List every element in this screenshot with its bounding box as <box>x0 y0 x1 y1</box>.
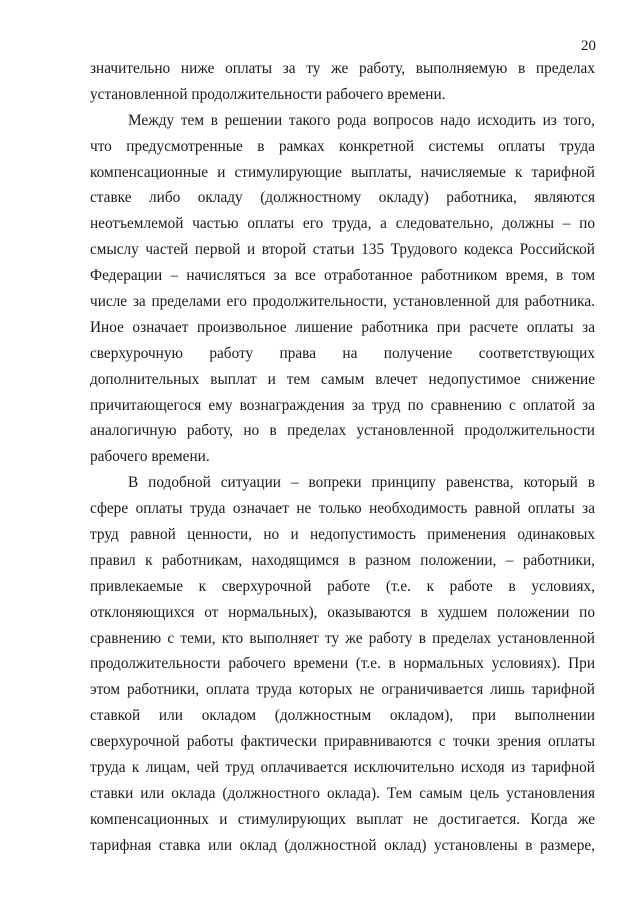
text-line: сверхурочную работу права на получение соответствующих <box>90 344 595 362</box>
text-line: сравнению с теми, кто выполняет ту же работу в пределах установленной <box>90 629 595 647</box>
text-line: компенсационных и стимулирующих выплат не достигается. Когда же <box>90 810 595 828</box>
text-line: сверхурочной работы фактически приравниваются с точки зрения оплаты <box>90 733 595 751</box>
paragraph <box>90 108 595 470</box>
text-line: этом работники, оплата труда которых не ограничивается лишь тарифной <box>90 681 595 699</box>
text-line: аналогичную работу, но в пределах установленной продолжительности <box>90 422 595 440</box>
text-line: В подобной ситуации – вопреки принципу равенства, который в <box>128 474 595 492</box>
text-line: числе за пределами его продолжительности, установленной для работника. <box>90 293 595 311</box>
text-line: Между тем в решении такого рода вопросов надо исходить из того, <box>128 111 595 129</box>
text-line: Федерации – начисляться за все отработанное работником время, в том <box>90 267 595 285</box>
text-line: правил к работникам, находящимся в разном положении, – работники, <box>90 551 595 569</box>
text-line: значительно ниже оплаты за ту же работу, выполняемую в пределах <box>90 60 595 77</box>
text-line: привлекаемые к сверхурочной работе (т.е. к работе в условиях, <box>90 577 595 595</box>
text-line: рабочего времени. <box>90 448 210 466</box>
text-line: установленной продолжительности рабочего времени. <box>90 85 446 103</box>
text-line: дополнительных выплат и тем самым влечет недопустимое снижение <box>90 370 595 388</box>
text-line: компенсационные и стимулирующие выплаты, начисляемые к тарифной <box>90 163 595 181</box>
paragraph <box>90 56 595 108</box>
body-text <box>90 56 595 859</box>
text-line: ставки или оклада (должностного оклада). Тем самым цель установления <box>90 784 595 802</box>
text-line: сфере оплаты труда означает не только необходимость равной оплаты за <box>90 500 595 518</box>
page-number: 20 <box>581 38 596 54</box>
text-line: причитающегося ему вознаграждения за труд по сравнению с оплатой за <box>90 396 595 414</box>
text-line: труд равной ценности, но и недопустимость применения одинаковых <box>90 526 595 544</box>
text-line: тарифная ставка или оклад (должностной оклад) установлены в размере, <box>90 836 595 854</box>
paragraph <box>90 470 595 858</box>
text-line: Иное означает произвольное лишение работника при расчете оплаты за <box>90 318 595 336</box>
text-line: смыслу частей первой и второй статьи 135 Трудового кодекса Российской <box>90 241 595 259</box>
text-line: неотъемлемой частью оплаты его труда, а следовательно, должны – по <box>90 215 595 233</box>
text-line: ставке либо окладу (должностному окладу) работника, являются <box>90 189 595 207</box>
text-line: ставкой или окладом (должностным окладом), при выполнении <box>90 707 595 725</box>
text-line: отклоняющихся от нормальных), оказываются в худшем положении по <box>90 603 595 621</box>
text-line: труда к лицам, чей труд оплачивается исключительно исходя из тарифной <box>90 759 595 777</box>
text-line: что предусмотренные в рамках конкретной системы оплаты труда <box>90 137 595 155</box>
text-line: продолжительности рабочего времени (т.е. в нормальных условиях). При <box>90 655 595 673</box>
